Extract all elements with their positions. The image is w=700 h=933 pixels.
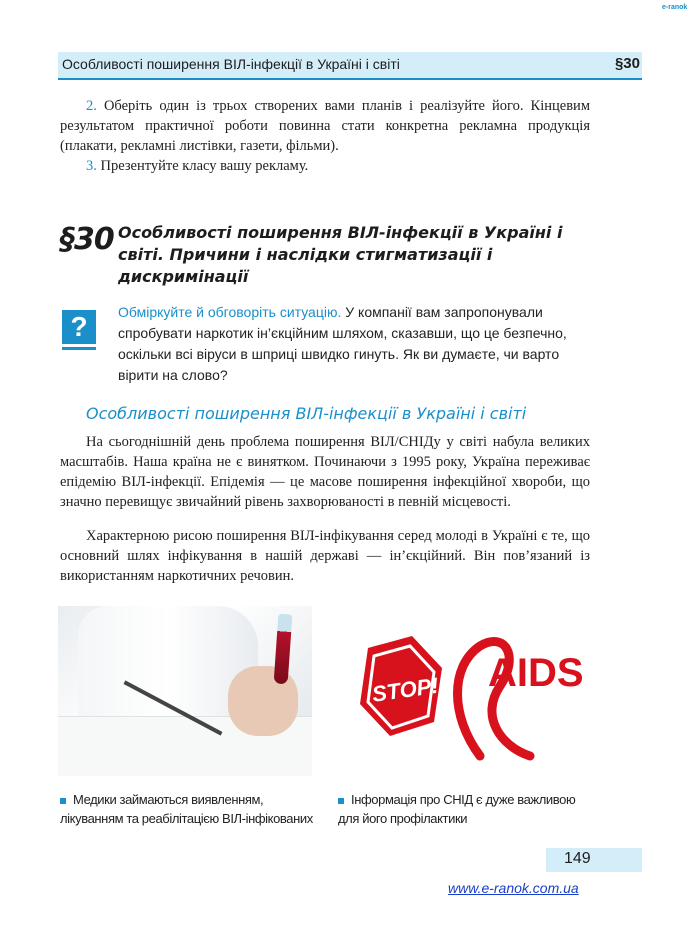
aids-text: AIDS xyxy=(488,651,584,695)
subheading: Особливості поширення ВІЛ-інфекції в Україні і світі xyxy=(86,404,527,423)
caption-doctors xyxy=(60,790,320,828)
stop-aids-graphic xyxy=(330,606,588,776)
situation-lead: Обміркуйте й обговоріть ситуацію. xyxy=(118,304,342,320)
caption-text: Інформація про СНІД є дуже важливою для його профілактики xyxy=(338,792,576,826)
caption-aids-info xyxy=(338,790,598,828)
task-number: 3. xyxy=(86,158,97,174)
section-title: Особливості поширення ВІЛ-інфекції в Україні і світі. Причини і наслідки стигматизації і дискримінації xyxy=(118,223,563,286)
page-number-background xyxy=(546,848,642,872)
task-text: Оберіть один із трьох створених вами планів і реалізуйте його. Кінцевим результатом практичної роботи повинна стати конкретна рекламна продукція (плакати, рекламні листівки, газети, фільми). xyxy=(60,98,590,154)
bullet-icon xyxy=(338,798,344,804)
paragraph: Характерною рисою поширення ВІЛ-інфікування серед молоді в Україні є те, що основний шлях інфікування в нашій державі — ін’єкційний. Він пов’язаний із використанням наркотичних речовин. xyxy=(60,528,590,584)
task-text: Презентуйте класу вашу рекламу. xyxy=(100,158,309,174)
doctor-photo xyxy=(58,606,312,776)
paragraph: На сьогоднішній день проблема поширення ВІЛ/СНІДу у світі набула великих масштабів. Наша країна не є винятком. Починаючи з 1995 року, Україна переживає епідемію ВІЛ-інфекції. Епідемія — це масове поширення інфекційної хвороби, що значно перевищує звичайний рівень захворюваності в певній місцевості. xyxy=(60,434,590,510)
publisher-link[interactable]: www.e-ranok.com.ua xyxy=(448,880,579,896)
header-divider xyxy=(58,78,642,80)
blood-test-tube xyxy=(274,614,293,685)
page-number: 149 xyxy=(564,850,591,867)
caption-text: Медики займаються виявленням, лікуванням та реабілітацією ВІЛ-інфікованих xyxy=(60,792,313,826)
situation-text xyxy=(118,302,590,386)
task-item-3 xyxy=(60,156,590,176)
task-number: 2. xyxy=(86,98,97,114)
task-item-2 xyxy=(60,96,590,156)
stop-aids-image xyxy=(330,606,588,776)
publisher-logo: e-ranok xyxy=(662,4,688,11)
running-header-title: Особливості поширення ВІЛ-інфекції в Україні і світі xyxy=(62,56,400,72)
bullet-icon xyxy=(60,798,66,804)
situation-body: У компанії вам запропонували спробувати наркотик ін’єкційним шляхом, сказавши, що це безпечно, оскільки всі віруси в шприці швидко гинуть. Як ви думаєте, чи варто вірити на слово? xyxy=(118,304,567,383)
question-icon: ? xyxy=(62,310,96,347)
running-header-section: §30 xyxy=(614,55,640,72)
section-number: §30 xyxy=(60,222,114,257)
stop-text: STOP! xyxy=(370,672,441,707)
